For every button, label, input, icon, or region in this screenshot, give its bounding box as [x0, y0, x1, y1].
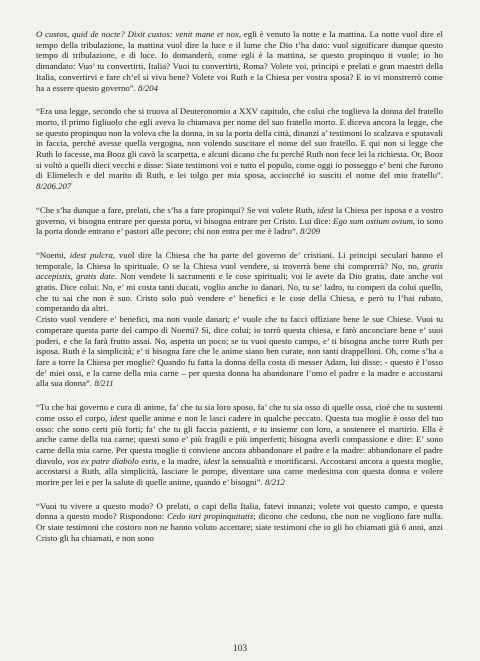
- italic-text: Cedo iuri propinquitatis: [167, 511, 254, 522]
- text-run: , egli è venuto la notte e la mattina. La notte vuol dire el tempo della tribulazione, la mattina vuol dire la luce e il lume che Dio t’ha dato: vuol significare dunque questo tempo di tribulazione, e di luce. Io domanderò, come egli è la mattina, se questo propinquo ti vuole; io ho dimandato: Vuo’ tu convertirti, Italia? Vuoi tu convertirti, Roma? Volete voi, principi e prelati e gran maestri della Italia, convertirvi e fare ch’el si viva bene? Volete voi Ruth e la Chiesa per vostra sposa? E io vi monstrerrò come ha a essere questo governo”.: [36, 29, 443, 93]
- italic-text: 8/212: [264, 477, 285, 488]
- paragraph: [36, 501, 443, 544]
- text-run: la Chiesa per isposa e a vostro governo, vi bisogna entrare per questa porta, vi bisogna entrare per Cristo. Lui dice:: [36, 204, 443, 226]
- italic-text: Ego sum ostium ovium: [333, 215, 413, 226]
- italic-text: idest: [110, 412, 127, 423]
- paragraph: [36, 205, 443, 237]
- text-run: . Non vendete li sacramenti e le cose spirituali; voi le avete da Dio gratis, date anche voi gratis. Dice colui: No, e’ mi costa tanti ducati, voglio anche io danari. No, tu se’ ladro, tu comperi da colui quello, che tu sai che non è suo. Cristo solo può vendere e’ benefici e le cose della Chiesa, e però tu l’hai rubato, comperando da altri.: [36, 271, 443, 314]
- text-run: “Tu che hai governo e cura di anime, fa’ che tu sia loro sposo, fa’ che tu sia osso di quelle ossa, cioè che tu sustenti come osso el corpo,: [36, 402, 443, 423]
- page-body: [36, 29, 443, 544]
- italic-text: idest: [203, 455, 221, 466]
- page-number: 103: [232, 644, 248, 654]
- text-run: “Vuoi tu vivere a questo modo? O prelati, o capi della Italia, fatevi innanzi; volete voi questo campo, e questa donna a questo modo? Rispondono:: [36, 500, 443, 522]
- paragraph: [36, 29, 443, 93]
- text-run: Cristo vuol vendere e’ benefici, ma non vuole danari; e’ vuole che tu facci offiziare bene le sue Chiese. Vuoi tu comperare questa parte del campo di Noemi? Sì, dice colui; io torrò questa chiesa, e farò anconciare bene e’ suoi poderi, e che la farà frutto assai. No, aspetta un poco; se tu vuoi questo campo, e’ ti bisogna anche torre Ruth per isposa. Ruth è la simplicità; e’ ti bisogna fare che le anime siano ben curate, non tanti drappelloni. Oh, come s’ha a fare a torre la Chiesa per moglie? Quando fu fatta la donna della costa di messer Adam, lui disse: - questo è l’osso de’ miei ossi, e la carne della mia carne – per questa donna ha abandonare l’omo el padre e la madre e accostarsi alla sua donna”.: [36, 314, 443, 389]
- paragraph: [36, 402, 443, 488]
- italic-text: idest pulcra: [69, 249, 113, 260]
- text-run: , e la madre,: [156, 455, 204, 466]
- italic-text: 8/204: [138, 82, 158, 93]
- italic-text: idest: [316, 204, 334, 215]
- text-run: ; dicono che cedono, che non ne vogliono fare nulla. Or siate testimoni che costoro non ne hanno voluto accettare; siate testimoni che io gli ho chiamati già 6 anni, anzi Cristo gli ha chiamati, e non sono: [36, 511, 443, 543]
- text-run: la sensualità e mortificarsi. Accostarsi ancora a questa moglie, accostarsi a Ruth, alla simplicità, lasciare le pompe, diventare una carne medesima con questa donna e volere morire per lei e per la salute di quelle anime, quando e’ bisogni”.: [36, 455, 444, 488]
- italic-text: vos ex patre diabolo estis: [66, 455, 157, 466]
- text-run: quelle anime e non le lasci cadere in qualche peccato. Questa tua moglie è osso del tuo osso: che sono certi più forti; fa’ che tu gli faccia pazienti, e tu insieme con loro, a sostenere el martirio. Ella è anche carne della tua carne; questi sono e’ più fragili e più imperfetti; bisogna averli compassione e dire: E’ sono carne della mia carne. Per questa moglie ti conviene ancora abbandonare el padre e la madre: abbandonare el padre diavolo,: [36, 412, 443, 466]
- italic-text: 8/211: [94, 378, 114, 389]
- text-run: , vuol dire la Chiesa che ha parte del governo de’ cristiani. Li principi seculari hanno el temporale, la Chiesa lo spirituale. O se la Chiesa vuol vendere, si troverrà bene chi comprerrà? No, no,: [36, 249, 444, 271]
- italic-text: gratis accepistis, gratis date: [36, 260, 443, 282]
- paragraph: [36, 106, 443, 192]
- text-run: “Che s’ha dunque a fare, prelati, che s’ha a fare propinqui? Se voi volete Ruth,: [36, 204, 317, 215]
- paragraph: [36, 250, 443, 389]
- text-run: , io sono la porta donde entrano e’ pastori alle pecore; chi non entra per me è ladro”.: [36, 215, 443, 237]
- text-run: “Noemi,: [36, 249, 70, 260]
- text-run: “Era una legge, secondo che si truova al Deuteronomio a XXV capitulo, che colui che toglieva la donna del fratello morto, il primo figliuolo che egli aveva lo chiamava per nome del suo fratello morto. E diceva ancora la legge, che se questo propinquo non la voleva che la donna, in su la porta della città, dinanzi a’ testimoni lo scalzava e sputavali in faccia, perché avesse quella vergogna, non volendo suscitare el nome del suo fratello. E qui non si legge che Ruth lo facesse, ma Booz gli cavò la scarpetta, e alcuni dicano che fu perché Ruth non fece lei la richiesta. Or, Booz si voltò a quelli dieci vecchi e disse: Siate testimoni voi e tutto el populo, come oggi io posseggo e’ beni che furono di Elimelech e del marito di Ruth, e lei tolgo per mia sposa, acciocché io susciti el nome del mio fratello”.: [36, 106, 443, 181]
- italic-text: 8/206.207: [36, 181, 72, 192]
- italic-text: 8/209: [300, 226, 321, 237]
- italic-text: O custos, quid de nocte? Dixit custos: venit mane et nox: [36, 29, 239, 39]
